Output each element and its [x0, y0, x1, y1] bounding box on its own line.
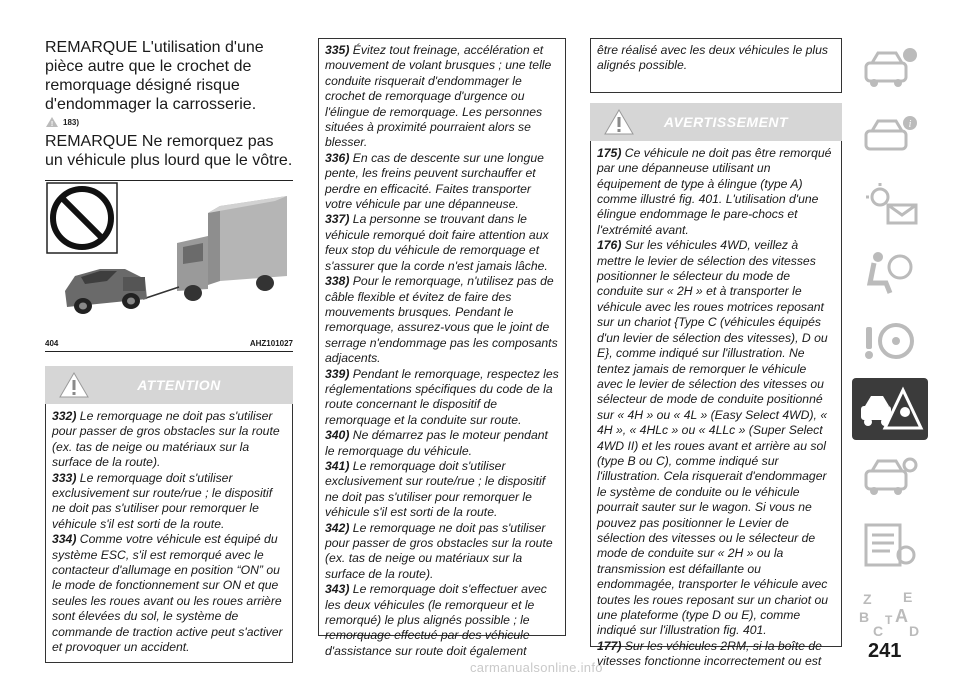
svg-text:i: i	[908, 119, 912, 130]
item-number: 332)	[52, 409, 77, 423]
warning-title: AVERTISSEMENT	[663, 113, 789, 130]
item-number: 342)	[325, 520, 350, 535]
warning-header	[590, 103, 842, 141]
item-number: 177)	[597, 638, 622, 653]
continuation-box	[590, 38, 842, 93]
note-paragraph: REMARQUE Ne remorquez pas un véhicule plus lourd que le vôtre.	[45, 133, 293, 169]
sidebar-item-steering[interactable]	[852, 310, 928, 372]
sidebar-item-index[interactable]	[852, 582, 928, 644]
figure-caption	[45, 339, 293, 348]
reference-marker	[45, 116, 293, 128]
sidebar-item-specs[interactable]	[852, 514, 928, 576]
item-text: Sur les véhicules 4WD, veillez à mettre le levier de sélection des vitesses positionner le sélecteur du mode de conduite sur « 2H » et à transporter le véhicule avec les roues motrices reposant sur un chariot {Type C (véhicules équipés d'un levier de sélection des vitesses), D ou E}, comme indiqué sur l'illustration. Ne tentez jamais de remorquer le véhicule avec le levier de sélection des vitesses ou sélecteur de mode de conduite positionné sur « 4H » ou « 4L » (Easy Select 4WD), « 4H », « 4HLc » ou « 4LLc » (Super Select 4WD II) et les roues avant et arrière au sol (type B ou C), comme indiqué sur l'illustration. Cela risquerait d'endommager le système de conduite ou le véhicule pourrait sauter sur le wagon. Si vous ne pouvez pas positionner le Levier de sélection des vitesses ou le sélecteur de mode de conduite sur « 2H » ou la transmission est défaillante ou endommagée, transporter le véhicule avec toutes les roues reposant sur un chariot ou une plateforme (type D ou E), comme indiqué sur l'illustration fig. 401.	[597, 238, 829, 638]
alphabet-index-icon	[857, 588, 923, 638]
item-text: Le remorquage doit s'utiliser exclusivement sur route/rue ; le dispositif ne doit pas s'utiliser pour remorquer le véhicule s'il est sorti de la route.	[325, 458, 546, 520]
index-letter: C	[873, 623, 884, 639]
warning-triangle-icon	[604, 109, 634, 135]
item-text: Ne démarrez pas le moteur pendant le remorquage du véhicule.	[325, 428, 548, 458]
steering-key-icon	[860, 317, 920, 365]
attention-content	[45, 404, 293, 663]
attention-item	[325, 428, 559, 459]
warning-content	[590, 141, 842, 669]
item-number: 343)	[325, 582, 350, 597]
attention-continuation	[318, 38, 566, 658]
item-number: 337)	[325, 212, 350, 227]
sidebar-item-lights[interactable]	[852, 174, 928, 236]
attention-item	[52, 471, 286, 533]
figure-towing	[45, 180, 293, 352]
item-text: Comme votre véhicule est équipé du système ESC, s'il est remorqué avec le contacteur d'allumage en position “ON” ou le mode de fonctionnement sur ON et que seules les roues avant ou les roues arrière sont élevées du sol, le système de commande de traction active peut s'activer et provoquer un accident.	[52, 532, 283, 655]
figure-number: 404	[45, 339, 59, 348]
item-text: Ce véhicule ne doit pas être remorqué par une dépanneuse utilisant un équipement de type à élingue (type A) comme illustré fig. 401. L'utilisation d'une élingue endommage le pare-chocs et l'extrémité avant.	[597, 145, 832, 237]
reference-number: 183)	[63, 117, 80, 127]
item-text: Pendant le remorquage, respectez les réglementations spécifiques du code de la route concernant le dispositif de remorquage et la conduite sur route.	[325, 366, 559, 427]
attention-item	[325, 459, 559, 521]
watermark: carmanualsonline.info	[470, 660, 603, 675]
attention-title: ATTENTION	[137, 377, 221, 393]
warning-item	[597, 238, 835, 639]
chapter-sidebar	[852, 38, 928, 650]
item-number: 341)	[325, 458, 350, 473]
item-number: 175)	[597, 145, 622, 160]
warning-item	[597, 639, 835, 670]
attention-item	[325, 582, 559, 659]
item-number: 340)	[325, 428, 350, 443]
airbag-seat-icon	[860, 249, 920, 297]
item-text: Le remorquage doit s'effectuer avec les deux véhicules (le remorqueur et le remorqué) le plus alignés possible ; le remorquage effectué par des véhicule d'assistance sur route doit également	[325, 582, 547, 658]
item-number: 336)	[325, 150, 350, 165]
item-text: Évitez tout freinage, accélération et mouvement de volant brusques ; une telle conduite risquerait d'endommager le crochet de remorquage d'urgence ou l'élingue de remorquage. Les personnes situées à proximité pourraient alors se blesser.	[325, 43, 552, 150]
attention-item	[325, 367, 559, 429]
item-number: 334)	[52, 532, 77, 547]
index-letter: E	[903, 589, 913, 605]
attention-item	[52, 532, 286, 655]
item-number: 176)	[597, 238, 622, 253]
item-number: 338)	[325, 274, 350, 289]
item-text: Le remorquage doit s'utiliser exclusivement sur route/rue ; le dispositif ne doit pas s'utiliser pour remorquer le véhicule s'il est sorti de la route.	[52, 470, 273, 531]
item-number: 335)	[325, 43, 350, 57]
attention-item	[52, 409, 286, 471]
index-letter: D	[909, 623, 920, 639]
index-letter: A	[895, 606, 908, 626]
warning-item	[597, 146, 835, 238]
attention-item	[325, 521, 559, 583]
sidebar-item-emergency[interactable]	[852, 378, 928, 440]
dashboard-info-icon	[860, 113, 920, 161]
car-service-icon	[860, 453, 920, 501]
car-info-icon	[860, 45, 920, 93]
warning-triangle-icon	[45, 116, 59, 128]
item-text: Pour le remorquage, n'utilisez pas de câble flexible et évitez de faire des mouvements brusques. Pendant le remorquage, assurez-vous que le joint de serrage n'endommage pas les composants adjacents.	[325, 274, 558, 366]
attention-item	[325, 151, 559, 213]
item-text: Sur les véhicules 2RM, si la boîte de vitesses fonctionne incorrectement ou est	[597, 638, 822, 669]
item-text: Le remorquage ne doit pas s'utiliser pour passer de gros obstacles sur la route (ex. tas de neige ou matériaux sur la surface de la route).	[325, 520, 553, 581]
page-number: 241	[868, 640, 902, 662]
column-left	[45, 38, 293, 663]
car-crash-warning-icon	[857, 384, 923, 434]
column-right	[590, 38, 842, 669]
svg-text:!: !	[50, 121, 54, 128]
attention-item	[325, 212, 559, 274]
attention-item	[325, 43, 559, 151]
index-letter: Z	[863, 591, 872, 607]
sidebar-item-service[interactable]	[852, 446, 928, 508]
index-letter: T	[885, 613, 893, 627]
item-text: La personne se trouvant dans le véhicule remorqué doit faire attention aux feux stop du véhicule de remorquage et s'assurer que la corde n'est jamais lâche.	[325, 212, 549, 273]
attention-item	[325, 274, 559, 366]
settings-list-icon	[860, 521, 920, 569]
note-paragraph: REMARQUE L'utilisation d'une pièce autre que le crochet de remorquage désigné risque d'endommager la carrosserie.	[45, 39, 264, 113]
continuation-text: être réalisé avec les deux véhicules le plus alignés possible.	[597, 43, 829, 73]
column-middle	[318, 38, 566, 658]
sidebar-item-car-info[interactable]	[852, 38, 928, 100]
lights-mail-icon	[860, 181, 920, 229]
warning-triangle-icon	[59, 372, 89, 398]
attention-header	[45, 366, 293, 404]
item-text: En cas de descente sur une longue pente, les freins peuvent surchauffer et perdre en efficacité. Faites transporter votre véhicule par une dépanneuse.	[325, 150, 544, 212]
towing-illustration	[45, 181, 293, 336]
warning-box	[590, 103, 842, 669]
sidebar-item-dashboard[interactable]	[852, 106, 928, 168]
index-letter: B	[859, 609, 870, 625]
item-number: 339)	[325, 366, 350, 381]
figure-code: AHZ101027	[249, 339, 293, 348]
item-number: 333)	[52, 470, 77, 485]
sidebar-item-airbag[interactable]	[852, 242, 928, 304]
attention-box	[45, 366, 293, 663]
item-text: Le remorquage ne doit pas s'utiliser pour passer de gros obstacles sur la route (ex. tas de neige ou matériaux sur la surface de la route).	[52, 409, 280, 470]
